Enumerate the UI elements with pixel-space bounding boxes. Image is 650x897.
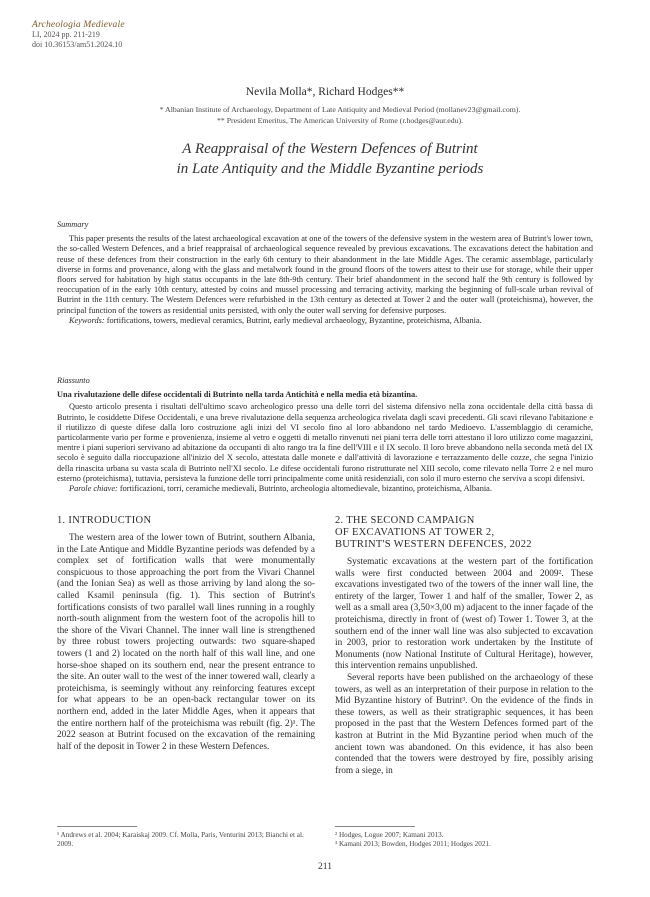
footnotes-left [57,831,315,850]
parole-chiave-label: Parole chiave: [69,484,118,494]
parole-chiave-text: fortificazioni, torri, ceramiche medievali, Butrinto, archeologia altomedievale, bizantino, proteichisma, Albania. [119,484,492,494]
journal-issue: LI, 2024 pp. 211-219 [32,30,100,39]
section-1-heading: 1. INTRODUCTION [57,515,152,526]
right-column [335,515,593,777]
section-2-heading-line-3: BUTRINT'S WESTERN DEFENCES, 2022 [335,539,532,550]
footnote-3: ³ Kamani 2013; Bowden, Hodges 2011; Hodges 2021. [335,840,491,849]
keywords-label: Keywords: [69,315,105,325]
page-number: 211 [318,862,332,872]
title-line-2: in Late Antiquity and the Middle Byzantine periods [176,161,484,177]
journal-doi: doi 10.36153/am51.2024.10 [32,40,123,49]
riassunto-subtitle: Una rivalutazione delle difese occidentali di Butrinto nella tarda Antichità e nella media età bizantina. [57,390,418,400]
section-2-paragraph-2: Several reports have been published on the archaeology of these towers, as well as an interpretation of their purpose in relation to the Mid Byzantine history of Butrint³. On the evidence of the finds in these towers, as well as their stratigraphic sequences, it has been proposed in the past that the Western Defences formed part of the kastron at Butrint in the Mid Byzantine period when much of the ancient town was abandoned. On this evidence, it has also been contended that the towers were destroyed by fire, possibly arising from a siege, in [335,672,593,776]
affiliation-2: ** President Emeritus, The American University of Rome (r.hodges@aur.edu). [216,116,464,125]
section-2-heading [335,515,593,551]
journal-header [32,20,125,50]
riassunto-heading: Riassunto [57,376,90,385]
section-2-heading-line-2: OF EXCAVATIONS AT TOWER 2, [335,527,495,538]
left-column [57,515,315,753]
riassunto-keywords [57,484,593,494]
footnotes-right [335,831,593,850]
affiliation-1: * Albanian Institute of Archaeology, Department of Late Antiquity and Medieval Period (mollanev23@gmail.com). [159,105,521,114]
summary-keywords [57,316,593,326]
summary-heading: Summary [57,220,89,229]
footnote-2: ² Hodges, Logue 2007; Kamani 2013. [335,831,444,839]
section-2-heading-line-1: 2. THE SECOND CAMPAIGN [335,515,475,526]
keywords-text: fortifications, towers, medieval ceramics, Butrint, early medieval archaeology, Byzantine, proteichisma, Albania. [106,315,482,325]
summary-block [57,220,593,326]
journal-name: Archeologia Medievale [32,20,125,30]
riassunto-block [57,376,593,494]
footnote-1: ¹ Andrews et al. 2004; Karaiskaj 2009. Cf. Molla, Paris, Venturini 2013; Bianchi et al. 2009. [57,831,304,849]
footnote-rule-right [335,826,415,827]
section-1-text: The western area of the lower town of Butrint, southern Albania, in the Late Antique and Middle Byzantine periods was defended by a complex set of fortification walls that were monumentally conspicuous to those approaching the port from the Vivari Channel (and the Ionian Sea) as well as those arriving by land along the so-called Ksamil peninsula (fig. 1). This section of Butrint's fortifications consists of two parallel wall lines running in a roughly north-south alignment from the western foot of the acropolis hill to the shore of the Vivari Channel. The inner wall line is strengthened by three robust towers projecting outwards: two square-shaped towers (1 and 2) located on the north half of this wall line, and one horse-shoe shaped on its southern end, near the present entrance to the site. An outer wall to the west of the inner towered wall, clearly a proteichisma, is seemingly without any reinforcing features except for what appears to be an open-back rectangular tower on its northern end, added in the later Middle Ages, when it appears that the entire northern half of the proteichisma was rebuilt (fig. 2)¹. The 2022 season at Butrint focused on the excavation of the remaining half of the deposit in Tower 2 in these Western Defences. [57,533,315,752]
authors: Nevila Molla*, Richard Hodges** [245,86,405,98]
summary-text: This paper presents the results of the latest archaeological excavation at one of the towers of the defensive system in the western area of Butrint's lower town, the so-called Western Defences, and a brief reappraisal of archaeological sequence revealed by previous excavations. The excavations detect the habitation and reuse of these defences from their construction in the early 6th century to their abandonment in the late Middle Ages. The ceramic assemblage, particularly diverse in forms and provenance, along with the glass and metalwork found in the ground floors of the towers attest to their use for storage, while their upper floors served for habitation by high status occupants in the late 8th-9th century. Their brief abandonment in the second half the 9th century is followed by reoccupation of in the early 10th century, attested by coins and mussel processing and terracing activity, marking the beginning of full-scale urban revival of Butrint in the 11th century. The Western Defences were refurbished in the 13th century as detected at Tower 2 and the outer wall (proteichisma), however, the principal function of the towers as residential units persisted, with only the outer wall serving for defensive purposes. [57,234,593,315]
riassunto-text: Questo articolo presenta i risultati dell'ultimo scavo archeologico presso una delle torri del sistema difensivo nella zona occidentale della città bassa di Butrinto, le cosiddette Difese Occidentali, e una breve rivalutazione della sequenza archeologica rivelata dagli scavi precedenti. Gli scavi rilevano l'abitazione e il riutilizzo di queste difese dalla loro costruzione agli inizi del VI secolo fino al loro abbandono nel tardo Medioevo. L'assemblaggio di ceramiche, particolarmente vario per forme e provenienza, insieme al vetro e oggetti di metallo rinvenuti nei piani terra delle torri attestano il loro utilizzo come magazzini, mentre i piani superiori servivano ad abitazione da occupanti di alto rango tra la fine dell'VIII e il IX secolo. Il loro breve abbandono nella seconda metà del IX secolo è seguito dalla rioccupazione all'inizio del X secolo, attestata dalle monete e dall'attività di lavorazione e terrazzamento delle cozze, che segna l'inizio della rinascita urbana su vasta scala di Butrinto nell'XI secolo. Le difese occidentali furono ristrutturate nel XIII secolo, come rilevato nella Torre 2 e nel muro esterno (proteichisma), tuttavia, persisteva la funzione delle torri principalmente come unità residenziali, con solo il muro esterno che serviva a scopi difensivi. [57,402,593,483]
title-line-1: A Reappraisal of the Western Defences of Butrint [182,141,478,157]
section-2-paragraph-1: Systematic excavations at the western part of the fortification walls were first conducted between 2004 and 2009². These excavations investigated two of the towers of the inner wall line, the entirety of the larger, Tower 1 and half of the smaller, Tower 2, as well as a small area (3,50×3,00 m) adjacent to the inner façade of the proteichisma, directly in front of (west of) Tower 1. Tower 3, at the southern end of the inner wall line was also subjected to excavation in 2003, prior to restoration work undertaken by the Institute of Monuments (now National Institute of Cultural Heritage), however, this intervention remains unpublished. [335,557,593,672]
affiliations [60,104,620,126]
footnote-rule-left [57,826,137,827]
paper-title [40,139,620,179]
